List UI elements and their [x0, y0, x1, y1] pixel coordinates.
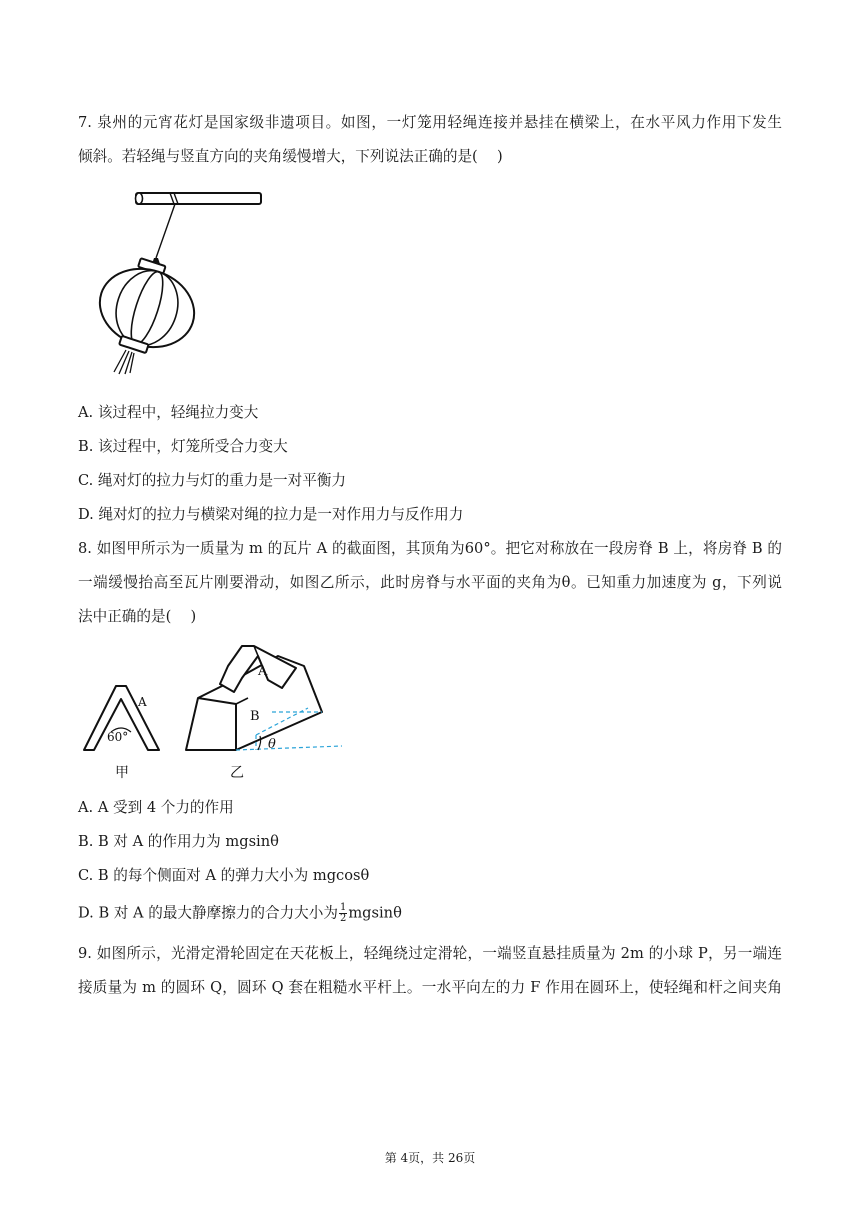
label-a-jia: A — [138, 695, 147, 709]
q7-line-1: 7. 泉州的元宵花灯是国家级非遗项目。如图，一灯笼用轻绳连接并悬挂在横梁上，在水平风力作用下发生 — [78, 114, 782, 131]
label-jia: 甲 — [115, 765, 129, 781]
q7-option-b: B. 该过程中，灯笼所受合力变大 — [78, 438, 288, 455]
lantern-figure — [92, 188, 272, 378]
q8-option-b: B. B 对 A 的作用力为 mgsinθ — [78, 833, 279, 850]
q8-option-d-prefix: D. B 对 A 的最大静摩擦力的合力大小为 — [78, 904, 338, 922]
label-a-yi: A — [258, 664, 268, 679]
label-b-yi: B — [250, 709, 260, 724]
fraction-denominator: 2 — [339, 913, 347, 924]
q8-option-c: C. B 的每个侧面对 A 的弹力大小为 mgcosθ — [78, 867, 370, 884]
q7-option-d: D. 绳对灯的拉力与横梁对绳的拉力是一对作用力与反作用力 — [78, 506, 464, 523]
q8-line-1: 8. 如图甲所示为一质量为 m 的瓦片 A 的截面图，其顶角为60°。把它对称放在一段房脊 B 上，将房脊 B 的 — [78, 540, 782, 557]
q8-option-d-suffix: mgsinθ — [348, 904, 402, 922]
q8-option-a: A. A 受到 4 个力的作用 — [78, 799, 234, 816]
fraction-one-half — [339, 903, 347, 924]
fraction-numerator: 1 — [339, 902, 347, 913]
q8-line-3: 法中正确的是( ) — [78, 608, 197, 625]
q8-line-2: 一端缓慢抬高至瓦片刚要滑动，如图乙所示，此时房脊与水平面的夹角为θ。已知重力加速度为 g，下列说 — [78, 574, 782, 591]
label-60-degree: 60° — [107, 730, 129, 744]
q7-line-2: 倾斜。若轻绳与竖直方向的夹角缓慢增大，下列说法正确的是( ) — [78, 148, 503, 165]
label-theta: θ — [268, 737, 276, 752]
q8-option-d — [78, 903, 402, 924]
label-yi: 乙 — [230, 765, 244, 781]
q9-line-2: 接质量为 m 的圆环 Q，圆环 Q 套在粗糙水平杆上。一水平向左的力 F 作用在圆环上，使轻绳和杆之间夹角 — [78, 979, 782, 996]
page-footer: 第 4页，共 26页 — [384, 1151, 476, 1165]
q7-option-c: C. 绳对灯的拉力与灯的重力是一对平衡力 — [78, 472, 347, 489]
q7-option-a: A. 该过程中，轻绳拉力变大 — [78, 404, 259, 421]
q9-line-1: 9. 如图所示，光滑定滑轮固定在天花板上，轻绳绕过定滑轮，一端竖直悬挂质量为 2m 的小球 P，另一端连 — [78, 945, 782, 962]
tile-ridge-figure — [78, 640, 350, 785]
